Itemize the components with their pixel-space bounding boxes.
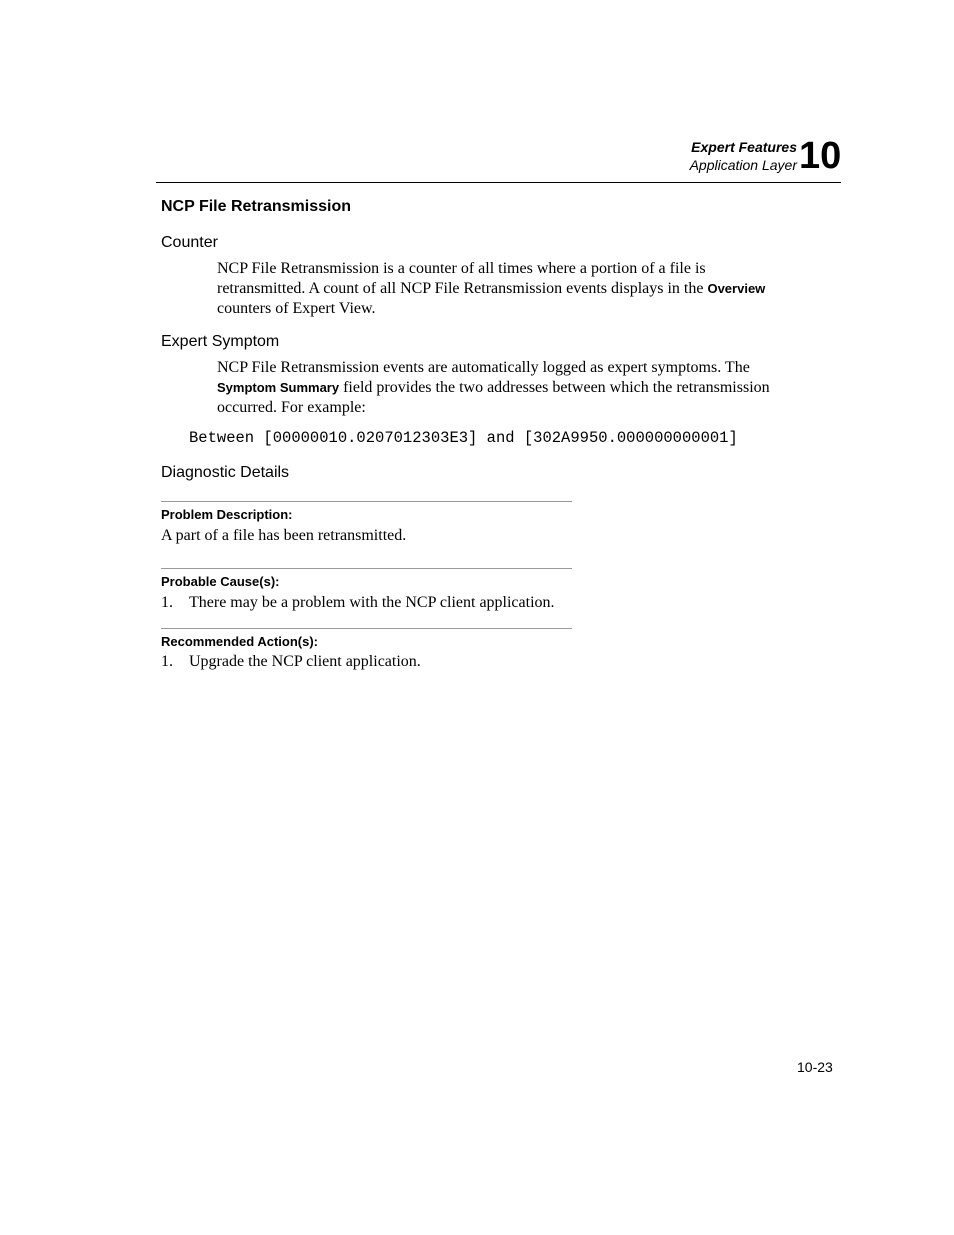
counter-text-b: counters of Expert View. [217, 300, 376, 317]
action-label: Recommended Action(s): [161, 634, 318, 649]
expert-symptom-heading: Expert Symptom [161, 333, 280, 350]
action-text: Upgrade the NCP client application. [189, 653, 421, 670]
problem-text: A part of a file has been retransmitted. [161, 527, 407, 544]
example-code: Between [00000010.0207012303E3] and [302A9950.000000000001] [189, 429, 738, 447]
header-chapter-title: Expert Features [691, 139, 797, 155]
header-divider [156, 182, 841, 183]
symptom-text-a: NCP File Retransmission events are automatically logged as expert symptoms. The [217, 359, 750, 376]
chapter-number: 10 [799, 135, 842, 177]
cause-text: There may be a problem with the NCP client application. [189, 594, 555, 611]
section-title: NCP File Retransmission [161, 198, 351, 215]
expert-symptom-paragraph [217, 358, 802, 418]
page-number: 10-23 [797, 1059, 833, 1075]
running-header [690, 138, 797, 174]
overview-label: Overview [707, 281, 766, 296]
divider-problem [161, 501, 572, 502]
counter-paragraph [217, 259, 797, 319]
header-section-title: Application Layer [689, 157, 797, 173]
diagnostic-details-heading: Diagnostic Details [161, 464, 290, 481]
symptom-text-b: field provides the two addresses between which the retransmission occurred. For example: [217, 379, 770, 416]
symptom-summary-label: Symptom Summary [217, 380, 340, 395]
counter-heading: Counter [161, 234, 218, 251]
cause-label: Probable Cause(s): [161, 574, 280, 589]
problem-label: Problem Description: [161, 507, 293, 522]
divider-action [161, 628, 572, 629]
action-number: 1. [161, 653, 173, 670]
divider-cause [161, 568, 572, 569]
counter-text-a: NCP File Retransmission is a counter of all times where a portion of a file is retransmitted. A count of all NCP File Retransmission events displays in the [217, 260, 708, 297]
cause-number: 1. [161, 594, 173, 611]
